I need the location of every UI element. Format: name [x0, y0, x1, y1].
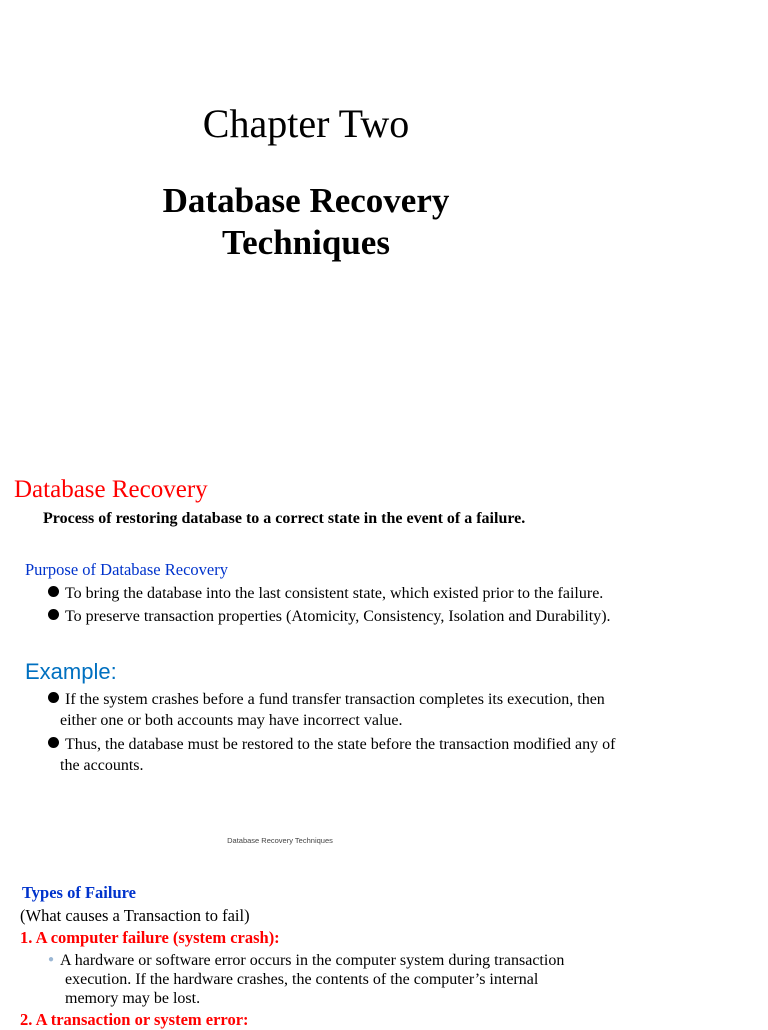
failure-item-1-text: ● A hardware or software error occurs in the computer system during transaction execution. If the hardware crashes, the contents of the computer’s internal memory may be lost.	[48, 952, 565, 1007]
section-heading: Database Recovery	[14, 476, 208, 503]
purpose-bullet: To bring the database into the last consistent state, which existed prior to the failure.	[48, 583, 748, 604]
example-bullet: If the system crashes before a fund transfer transaction completes its execution, then either one or both accounts may have incorrect value.	[48, 689, 748, 731]
chapter-subtitle-line2: Techniques	[222, 223, 390, 262]
chapter-subtitle	[0, 180, 612, 264]
bullet-dot-icon	[48, 609, 59, 620]
failure-item-1-heading: 1. A computer failure (system crash):	[20, 928, 280, 947]
definition-text: Process of restoring database to a correct state in the event of a failure.	[43, 510, 526, 527]
chapter-title: Chapter Two	[202, 101, 410, 146]
failure-types-heading: Types of Failure	[22, 883, 136, 902]
bullet-dot-icon	[48, 737, 59, 748]
chapter-subtitle-line1: Database Recovery	[162, 181, 450, 220]
example-bullet: Thus, the database must be restored to the state before the transaction modified any of the accounts.	[48, 734, 748, 776]
example-heading: Example:	[25, 659, 117, 684]
bullet-dot-icon	[48, 692, 59, 703]
failure-item-2-heading: 2. A transaction or system error:	[20, 1010, 249, 1029]
slide-footer: Database Recovery Techniques	[227, 836, 333, 845]
failure-types-subheading: (What causes a Transaction to fail)	[20, 906, 250, 925]
bullet-dot-icon: ●	[48, 954, 55, 965]
purpose-heading: Purpose of Database Recovery	[25, 560, 228, 579]
bullet-dot-icon	[48, 586, 59, 597]
purpose-bullet: To preserve transaction properties (Atomicity, Consistency, Isolation and Durability).	[48, 606, 748, 627]
